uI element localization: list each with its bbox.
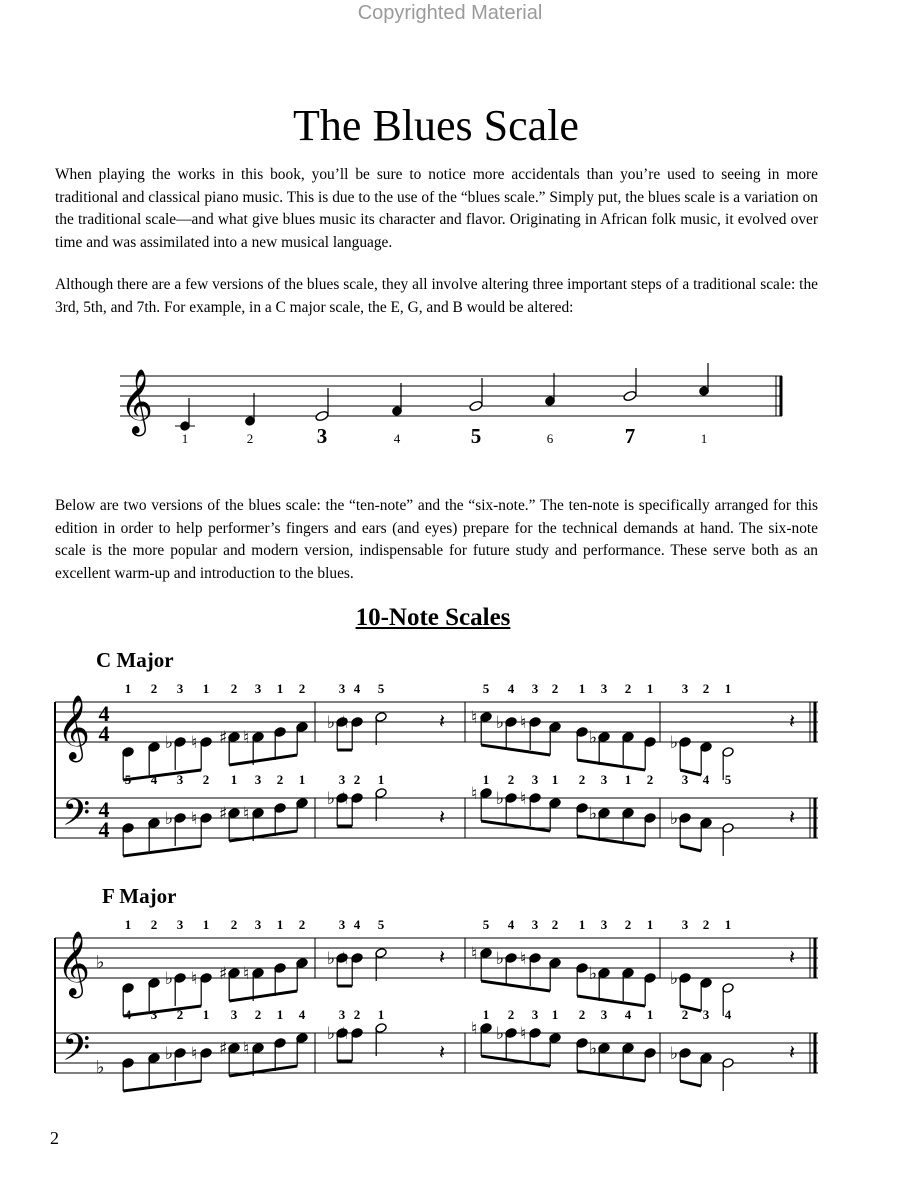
- fingering-number: 3: [338, 917, 346, 932]
- flat-sign: ♭: [670, 733, 679, 753]
- fingering-number: 2: [551, 681, 559, 696]
- treble-clef: 𝄞: [57, 931, 91, 996]
- fingering-number: 1: [276, 681, 284, 696]
- beam: [577, 996, 645, 1006]
- fingering-number: 2: [276, 772, 284, 787]
- beam: [577, 760, 645, 770]
- fingering-number: 2: [353, 772, 361, 787]
- bass-clef: 𝄢: [62, 792, 91, 843]
- fingering-number: 1: [276, 1007, 284, 1022]
- scale-degree-label: 1: [700, 431, 708, 446]
- flat-sign: ♭: [496, 1024, 505, 1044]
- key-signature-flat: ♭: [96, 1057, 105, 1078]
- natural-sign: ♮: [471, 708, 478, 728]
- fingering-number: 3: [338, 1007, 346, 1022]
- flat-sign: ♭: [589, 804, 598, 824]
- fingering-number: 3: [150, 1007, 158, 1022]
- fingering-number: 3: [338, 681, 346, 696]
- fingering-number: 2: [624, 681, 632, 696]
- fingering-number: 2: [507, 772, 515, 787]
- sharp-sign: ♯: [219, 728, 228, 748]
- fingering-number: 3: [254, 772, 262, 787]
- fingering-number: 1: [578, 681, 586, 696]
- natural-sign: ♮: [191, 1044, 198, 1064]
- treble-clef: 𝄞: [120, 369, 154, 434]
- quarter-rest: 𝄽: [439, 945, 446, 969]
- natural-sign: ♮: [191, 733, 198, 753]
- fingering-number: 1: [551, 772, 559, 787]
- natural-sign: ♮: [342, 949, 349, 969]
- flat-sign: ♭: [327, 949, 336, 969]
- fingering-number: 5: [124, 772, 132, 787]
- beam: [229, 831, 297, 841]
- fingering-number: 4: [724, 1007, 732, 1022]
- fingering-number: 3: [254, 917, 262, 932]
- flat-sign: ♭: [670, 969, 679, 989]
- intro-paragraph: When playing the works in this book, you’ll be sure to notice more accidentals than you’re used to seeing in more traditional and classical piano music. This is due to the use of the “blues scale.” Simply put, the blues scale is a variation on the traditional scale—and what give blues music its character and flavor. Originating in African folk music, it evolved over time and was assimilated into a new musical language.: [55, 166, 818, 251]
- scale-degree-label: 1: [181, 431, 189, 446]
- fingering-number: 2: [353, 1007, 361, 1022]
- beam: [229, 755, 297, 765]
- fingering-number: 3: [681, 681, 689, 696]
- quarter-rest: 𝄽: [789, 805, 796, 829]
- fingering-number: 4: [150, 772, 158, 787]
- key-signature-flat: ♭: [96, 952, 105, 973]
- page-title: The Blues Scale: [293, 101, 579, 150]
- scale-degree-label: 2: [246, 431, 254, 446]
- fingering-number: 3: [531, 917, 539, 932]
- sharp-sign: ♯: [219, 964, 228, 984]
- fingering-number: 3: [531, 772, 539, 787]
- versions-paragraph: Below are two versions of the blues scale: the “ten-note” and the “six-note.” The ten-note is specifically arranged for this edition in order to help performer’s fingers and ears (and eyes) prepare for the technical demands at hand. The six-note scale is the more popular and modern version, indispensable for future study and performance. These serve both as an excellent warm-up and introduction to the blues.: [55, 497, 818, 582]
- beam: [123, 1081, 201, 1091]
- natural-sign: ♮: [520, 1024, 527, 1044]
- beam: [481, 745, 550, 755]
- scale-degree-label: 3: [316, 424, 328, 448]
- fingering-number: 2: [202, 772, 210, 787]
- flat-sign: ♭: [670, 809, 679, 829]
- beam: [123, 770, 201, 780]
- fingering-number: 4: [124, 1007, 132, 1022]
- quarter-rest: 𝄽: [439, 805, 446, 829]
- flat-sign: ♭: [589, 964, 598, 984]
- fingering-number: 1: [724, 917, 732, 932]
- flat-sign: ♭: [165, 969, 174, 989]
- beam: [229, 1066, 297, 1076]
- fingering-number: 2: [298, 917, 306, 932]
- fingering-number: 2: [578, 1007, 586, 1022]
- beam: [680, 1081, 701, 1086]
- fingering-number: 1: [646, 917, 654, 932]
- fingering-number: 2: [230, 917, 238, 932]
- fingering-number: 1: [646, 681, 654, 696]
- flat-sign: ♭: [165, 809, 174, 829]
- fingering-number: 1: [377, 1007, 385, 1022]
- sharp-sign: ♯: [219, 1039, 228, 1059]
- scale-degree-label: 6: [546, 431, 554, 446]
- flat-sign: ♭: [589, 1039, 598, 1059]
- fingering-number: 4: [507, 681, 515, 696]
- f-major-label: F Major: [102, 884, 177, 908]
- flat-sign: ♭: [496, 789, 505, 809]
- natural-sign: ♮: [191, 809, 198, 829]
- fingering-number: 2: [230, 681, 238, 696]
- natural-sign: ♮: [471, 1019, 478, 1039]
- quarter-rest: 𝄽: [789, 945, 796, 969]
- fingering-number: 1: [377, 772, 385, 787]
- fingering-number: 2: [624, 917, 632, 932]
- fingering-number: 1: [551, 1007, 559, 1022]
- natural-sign: ♮: [520, 789, 527, 809]
- fingering-number: 3: [600, 1007, 608, 1022]
- beam: [123, 846, 201, 856]
- fingering-number: 3: [600, 772, 608, 787]
- fingering-number: 3: [681, 917, 689, 932]
- natural-sign: ♮: [520, 949, 527, 969]
- fingering-number: 4: [702, 772, 710, 787]
- beam: [123, 1006, 201, 1016]
- fingering-number: 1: [124, 917, 132, 932]
- fingering-number: 2: [176, 1007, 184, 1022]
- fingering-number: 2: [646, 772, 654, 787]
- fingering-number: 4: [624, 1007, 632, 1022]
- fingering-number: 5: [482, 681, 490, 696]
- natural-sign: ♮: [243, 964, 250, 984]
- fingering-number: 4: [298, 1007, 306, 1022]
- altered-steps-paragraph: Although there are a few versions of the blues scale, they all involve altering three important steps of a traditional scale: the 3rd, 5th, and 7th. For example, in a C major scale, the E, G, and B would be altered:: [55, 276, 818, 316]
- flat-sign: ♭: [327, 789, 336, 809]
- flat-sign: ♭: [165, 1044, 174, 1064]
- natural-sign: ♮: [342, 789, 349, 809]
- natural-sign: ♮: [520, 713, 527, 733]
- fingering-number: 2: [298, 681, 306, 696]
- beam: [229, 991, 297, 1001]
- fingering-number: 1: [202, 917, 210, 932]
- fingering-number: 1: [230, 772, 238, 787]
- fingering-number: 2: [150, 681, 158, 696]
- fingering-number: 5: [482, 917, 490, 932]
- fingering-number: 3: [230, 1007, 238, 1022]
- fingering-number: 5: [377, 917, 385, 932]
- beam: [481, 1056, 550, 1066]
- fingering-number: 3: [176, 681, 184, 696]
- fingering-number: 1: [276, 917, 284, 932]
- fingering-number: 3: [681, 772, 689, 787]
- fingering-number: 3: [254, 681, 262, 696]
- fingering-number: 2: [551, 917, 559, 932]
- fingering-number: 2: [254, 1007, 262, 1022]
- scale-degree-label: 5: [470, 424, 482, 448]
- fingering-number: 2: [702, 681, 710, 696]
- fingering-number: 5: [377, 681, 385, 696]
- flat-sign: ♭: [496, 713, 505, 733]
- fingering-number: 1: [298, 772, 306, 787]
- fingering-number: 2: [507, 1007, 515, 1022]
- fingering-number: 4: [507, 917, 515, 932]
- natural-sign: ♮: [471, 944, 478, 964]
- fingering-number: 2: [681, 1007, 689, 1022]
- flat-sign: ♭: [327, 1024, 336, 1044]
- fingering-number: 1: [124, 681, 132, 696]
- fingering-number: 2: [702, 917, 710, 932]
- beam: [481, 981, 550, 991]
- fingering-number: 1: [624, 772, 632, 787]
- fingering-number: 2: [150, 917, 158, 932]
- time-signature-bottom: 4: [98, 721, 110, 746]
- bass-clef: 𝄢: [62, 1027, 91, 1078]
- fingering-number: 3: [176, 917, 184, 932]
- flat-sign: ♭: [670, 1044, 679, 1064]
- time-signature-top: 4: [98, 701, 110, 726]
- beam: [481, 821, 550, 831]
- flat-sign: ♭: [496, 949, 505, 969]
- flat-sign: ♭: [589, 728, 598, 748]
- fingering-number: 3: [338, 772, 346, 787]
- page-number: 2: [50, 1128, 59, 1148]
- fingering-number: 3: [702, 1007, 710, 1022]
- fingering-number: 5: [724, 772, 732, 787]
- sharp-sign: ♯: [219, 804, 228, 824]
- quarter-rest: 𝄽: [439, 1040, 446, 1064]
- flat-sign: ♭: [327, 713, 336, 733]
- fingering-number: 1: [202, 1007, 210, 1022]
- copyright-watermark: Copyrighted Material: [357, 2, 543, 24]
- fingering-number: 1: [482, 772, 490, 787]
- c-major-label: C Major: [96, 648, 174, 672]
- fingering-number: 3: [600, 917, 608, 932]
- fingering-number: 1: [646, 1007, 654, 1022]
- section-heading: 10-Note Scales: [355, 604, 511, 631]
- fingering-number: 3: [176, 772, 184, 787]
- scale-degree-label: 4: [393, 431, 401, 446]
- quarter-rest: 𝄽: [789, 1040, 796, 1064]
- fingering-number: 1: [202, 681, 210, 696]
- fingering-number: 1: [482, 1007, 490, 1022]
- beam: [680, 846, 701, 851]
- fingering-number: 3: [531, 681, 539, 696]
- natural-sign: ♮: [243, 728, 250, 748]
- flat-sign: ♭: [165, 733, 174, 753]
- quarter-rest: 𝄽: [439, 709, 446, 733]
- natural-sign: ♮: [471, 784, 478, 804]
- fingering-number: 4: [353, 681, 361, 696]
- time-signature-top: 4: [98, 797, 110, 822]
- natural-sign: ♮: [191, 969, 198, 989]
- fingering-number: 2: [578, 772, 586, 787]
- natural-sign: ♮: [243, 804, 250, 824]
- time-signature-bottom: 4: [98, 817, 110, 842]
- quarter-rest: 𝄽: [789, 709, 796, 733]
- fingering-number: 3: [531, 1007, 539, 1022]
- treble-clef: 𝄞: [57, 695, 91, 760]
- natural-sign: ♮: [342, 1024, 349, 1044]
- fingering-number: 1: [724, 681, 732, 696]
- fingering-number: 4: [353, 917, 361, 932]
- natural-sign: ♮: [243, 1039, 250, 1059]
- natural-sign: ♮: [342, 713, 349, 733]
- fingering-number: 1: [578, 917, 586, 932]
- scale-degree-label: 7: [624, 424, 636, 448]
- fingering-number: 3: [600, 681, 608, 696]
